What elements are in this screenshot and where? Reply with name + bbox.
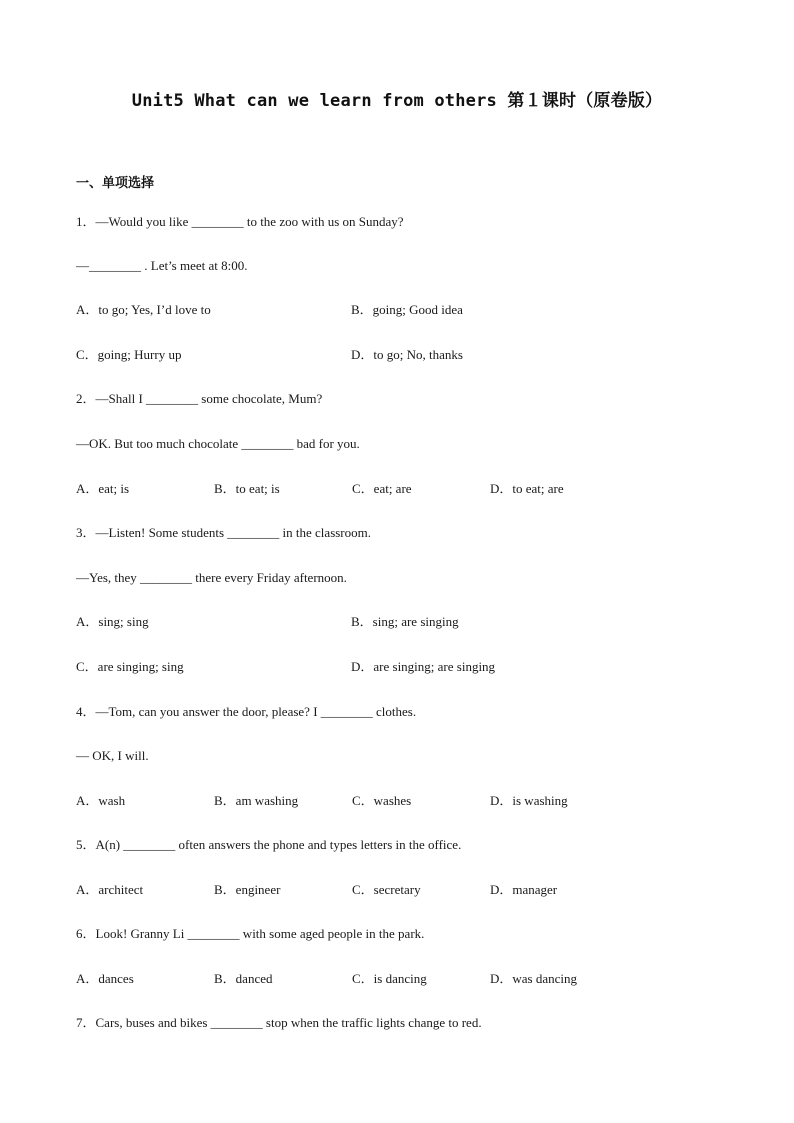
question-4-option-d[interactable]: D．is washing bbox=[490, 793, 568, 808]
question-6-option-c[interactable]: C．is dancing bbox=[352, 971, 427, 986]
question-1-option-d[interactable]: D．to go; No, thanks bbox=[351, 347, 463, 362]
question-4-reply: — OK, I will. bbox=[76, 748, 149, 763]
question-5-option-b[interactable]: B．engineer bbox=[214, 882, 281, 897]
page-title: Unit5 What can we learn from others 第１课时（原卷版） bbox=[131, 91, 663, 111]
question-3-option-d[interactable]: D．are singing; are singing bbox=[351, 659, 496, 674]
question-6-option-b[interactable]: B．danced bbox=[214, 971, 273, 986]
question-2-option-a[interactable]: A．eat; is bbox=[76, 481, 130, 496]
question-2-option-c[interactable]: C．eat; are bbox=[352, 481, 412, 496]
question-6-stem: 6．Look! Granny Li ________ with some aged people in the park. bbox=[76, 926, 425, 941]
question-4-stem: 4．—Tom, can you answer the door, please? I ________ clothes. bbox=[76, 704, 417, 719]
question-1-option-b[interactable]: B．going; Good idea bbox=[351, 302, 463, 317]
question-6-option-a[interactable]: A．dances bbox=[76, 971, 134, 986]
question-3-reply: —Yes, they ________ there every Friday afternoon. bbox=[76, 570, 347, 585]
question-3-option-a[interactable]: A．sing; sing bbox=[76, 614, 149, 629]
question-1-stem: 1．—Would you like ________ to the zoo with us on Sunday? bbox=[76, 214, 404, 229]
question-5-option-a[interactable]: A．architect bbox=[76, 882, 144, 897]
question-1-option-a[interactable]: A．to go; Yes, I’d love to bbox=[76, 302, 211, 317]
question-5-stem: 5．A(n) ________ often answers the phone and types letters in the office. bbox=[76, 837, 462, 852]
question-2-option-d[interactable]: D．to eat; are bbox=[490, 481, 564, 496]
question-3-option-c[interactable]: C．are singing; sing bbox=[76, 659, 184, 674]
question-6-option-d[interactable]: D．was dancing bbox=[490, 971, 578, 986]
question-5-option-c[interactable]: C．secretary bbox=[352, 882, 421, 897]
question-2-reply: —OK. But too much chocolate ________ bad for you. bbox=[76, 436, 360, 451]
question-1-option-c[interactable]: C．going; Hurry up bbox=[76, 347, 182, 362]
question-2-option-b[interactable]: B．to eat; is bbox=[214, 481, 280, 496]
question-3-option-b[interactable]: B．sing; are singing bbox=[351, 614, 459, 629]
question-2-stem: 2．—Shall I ________ some chocolate, Mum? bbox=[76, 391, 323, 406]
question-3-stem: 3．—Listen! Some students ________ in the classroom. bbox=[76, 525, 372, 540]
question-1-reply: —________ . Let’s meet at 8:00. bbox=[76, 258, 248, 273]
question-4-option-c[interactable]: C．washes bbox=[352, 793, 412, 808]
question-5-option-d[interactable]: D．manager bbox=[490, 882, 558, 897]
question-4-option-a[interactable]: A．wash bbox=[76, 793, 126, 808]
question-4-option-b[interactable]: B．am washing bbox=[214, 793, 299, 808]
question-7-stem: 7．Cars, buses and bikes ________ stop when the traffic lights change to red. bbox=[76, 1015, 482, 1030]
section-heading: 一、单项选择 bbox=[76, 176, 155, 191]
